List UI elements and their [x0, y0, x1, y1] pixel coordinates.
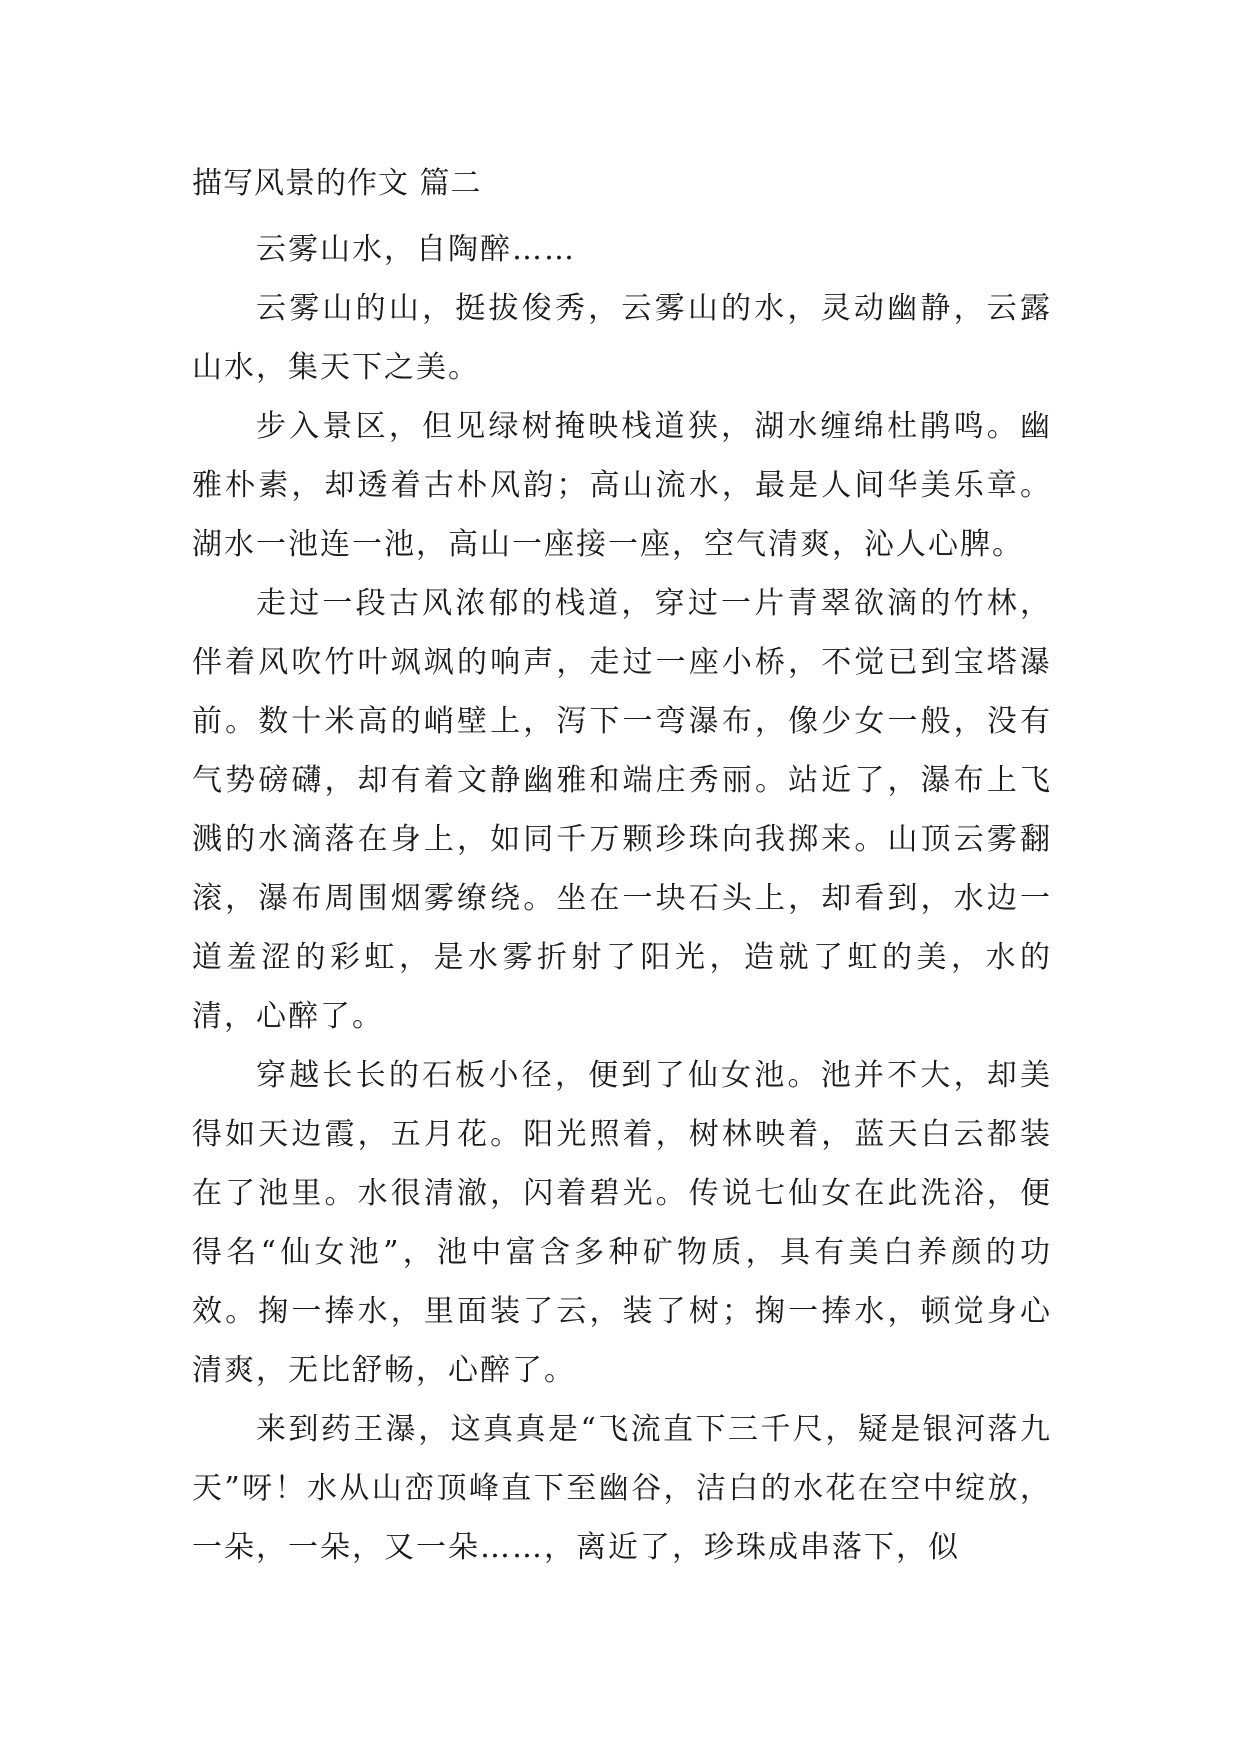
document-page — [192, 160, 1052, 1577]
paragraph-5: 穿越长长的石板小径，便到了仙女池。池并不大，却美得如天边霞，五月花。阳光照着，树林映着，蓝天白云都装在了池里。水很清澈，闪着碧光。传说七仙女在此洗浴，便得名“仙女池”，池中富含多种矿物质，具有美白养颜的功效。掬一捧水，里面装了云，装了树；掬一捧水，顿觉身心清爽，无比舒畅，心醉了。 — [192, 1058, 1052, 1388]
paragraph-3: 步入景区，但见绿树掩映栈道狭，湖水缠绵杜鹃鸣。幽雅朴素，却透着古朴风韵；高山流水，最是人间华美乐章。湖水一池连一池，高山一座接一座，空气清爽，沁人心脾。 — [192, 409, 1052, 562]
paragraph-1: 云雾山水，自陶醉…… — [256, 232, 576, 267]
paragraph-4: 走过一段古风浓郁的栈道，穿过一片青翠欲滴的竹林，伴着风吹竹叶飒飒的响声，走过一座小桥，不觉已到宝塔瀑前。数十米高的峭壁上，泻下一弯瀑布，像少女一般，没有气势磅礴，却有着文静幽雅和端庄秀丽。站近了，瀑布上飞溅的水滴落在身上，如同千万颗珍珠向我掷来。山顶云雾翻滚，瀑布周围烟雾缭绕。坐在一块石头上，却看到，水边一道羞涩的彩虹，是水雾折射了阳光，造就了虹的美，水的清，心醉了。 — [192, 586, 1052, 1034]
paragraph-6: 来到药王瀑，这真真是“飞流直下三千尺，疑是银河落九天”呀！水从山峦顶峰直下至幽谷，洁白的水花在空中绽放，一朵，一朵，又一朵……，离近了，珍珠成串落下，似 — [192, 1412, 1052, 1565]
paragraph-2: 云雾山的山，挺拔俊秀，云雾山的水，灵动幽静，云露山水，集天下之美。 — [192, 291, 1052, 385]
document-title: 描写风景的作文 篇二 — [192, 166, 482, 201]
